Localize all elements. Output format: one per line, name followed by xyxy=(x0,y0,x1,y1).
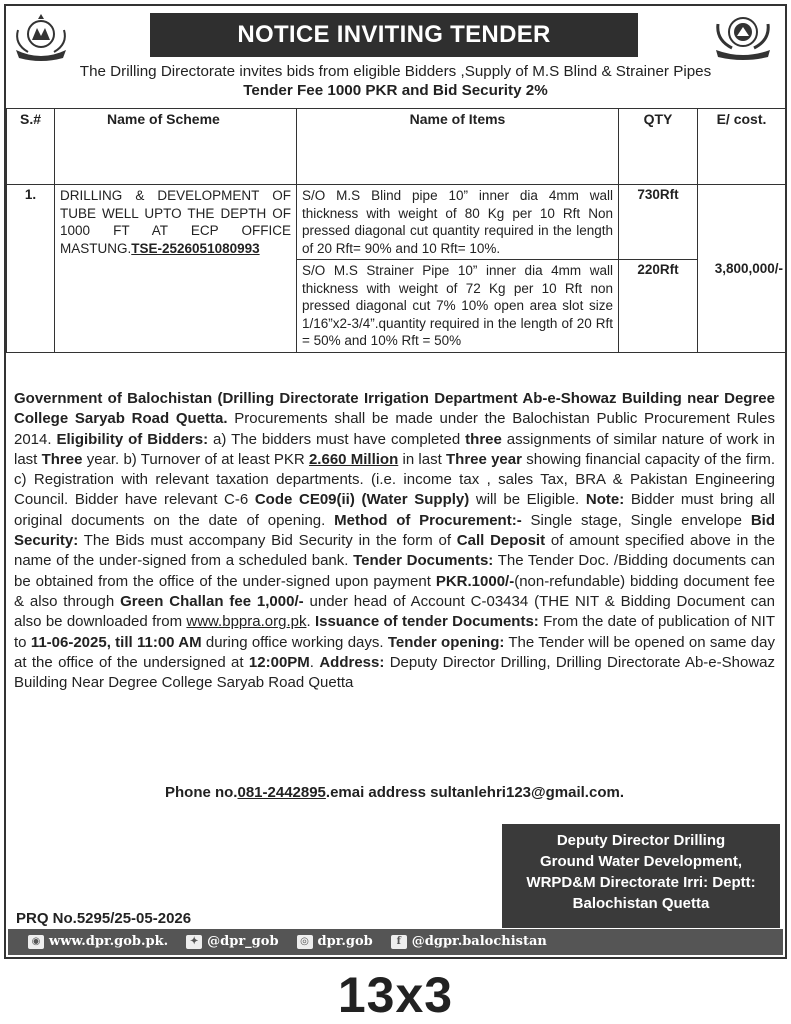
table-header-row xyxy=(7,109,786,185)
address-label: Address: xyxy=(319,653,385,671)
signature-line: Ground Water Development, xyxy=(540,853,742,870)
text-run: Single stage, Single envelope xyxy=(521,511,751,529)
phone-number: 081-2442895 xyxy=(237,784,326,801)
footer-facebook xyxy=(391,929,547,955)
globe-icon: ◉ xyxy=(28,935,44,949)
col-header-sno: S.# xyxy=(7,109,55,185)
footer-bar xyxy=(8,929,783,955)
code-label: Code CE09(ii) (Water Supply) xyxy=(254,491,470,509)
twitter-icon: ✦ xyxy=(186,935,202,949)
phone-prefix: Phone no. xyxy=(164,784,238,801)
signature-line: Deputy Director Drilling xyxy=(556,832,726,849)
procurement-rules: Procurements shall be made under the Balochistan Public Procurement Rules 2014. xyxy=(14,410,775,448)
text-run: Three year xyxy=(446,450,522,468)
text-run: 11-06-2025, till 11:00 AM xyxy=(30,633,202,651)
email-text: .emai address sultanlehri123@gmail.com. xyxy=(325,784,624,801)
contact-line xyxy=(14,784,775,801)
col-header-cost: E/ cost. xyxy=(698,109,786,185)
issuance-label: Issuance of tender Documents: xyxy=(314,613,539,631)
footer-twitter xyxy=(186,929,278,955)
tse-number: TSE-2526051080993 xyxy=(131,240,260,256)
ad-size-label: 13x3 xyxy=(337,967,454,1023)
estimated-cost: 3,800,000/- xyxy=(698,185,786,353)
note-label: Note: xyxy=(585,491,625,509)
prq-number: PRQ No.5295/25-05-2026 xyxy=(16,910,192,927)
tender-fee-line: Tender Fee 1000 PKR and Bid Security 2% xyxy=(243,82,548,99)
footer-twitter-text[interactable]: @dpr_gob xyxy=(207,934,279,949)
qty-strainer-pipe: 220Rft xyxy=(619,260,698,353)
bid-security-label: Bid Security: xyxy=(14,511,775,550)
text-run: . xyxy=(306,613,315,631)
text-run: The Tender Doc. /Bidding documents can be obtained from the office of the under-signed upon payment xyxy=(14,552,775,590)
bppra-link[interactable]: www.bppra.org.pk xyxy=(186,613,307,631)
tender-body-text xyxy=(14,389,775,693)
tender-items-table xyxy=(6,108,786,353)
text-run: assignments of similar nature of work in last xyxy=(14,430,775,468)
notice-title: NOTICE INVITING TENDER xyxy=(150,13,638,57)
qty-blind-pipe: 730Rft xyxy=(619,185,698,260)
text-run: under head of Account C-03434 (THE NIT & Bidding Document can also be downloaded from xyxy=(14,592,775,631)
turnover-amount: 2.660 Million xyxy=(308,450,399,468)
text-run: will be Eligible. xyxy=(469,491,586,509)
balochistan-emblem-icon xyxy=(10,10,72,62)
text-run: . xyxy=(309,653,320,671)
department-emblem-icon xyxy=(712,10,774,62)
facebook-icon: f xyxy=(391,935,407,949)
tender-opening-label: Tender opening: xyxy=(387,633,505,651)
govt-heading: Government of Balochistan (Drilling Directorate Irrigation Department Ab-e-Showaz Building near Degree College Saryab Road Quetta. xyxy=(14,390,775,428)
text-run: Green Challan fee 1,000/- xyxy=(120,592,304,610)
col-header-items: Name of Items xyxy=(297,109,619,185)
text-run: From the date of publication of NIT to xyxy=(14,613,775,651)
text-run: Bidder must bring all original documents on the date of opening. xyxy=(14,491,775,529)
text-run: of amount specified above in the name of the under-signed from a scheduled bank. xyxy=(14,532,775,570)
intro-text xyxy=(8,62,783,100)
text-run: during office working days. xyxy=(201,633,388,651)
text-run: (non-refundable) bidding document fee & also through xyxy=(14,572,776,610)
signature-block xyxy=(502,824,780,928)
item-blind-pipe: S/O M.S Blind pipe 10” inner dia 4mm wall thickness with weight of 80 Kg per 10 Rft Non pressed diagonal cut quantity required in the length of 20 Rft= 90% and 10 Rft= 10%. xyxy=(297,185,619,260)
text-run: a) The bidders must have completed xyxy=(208,430,466,448)
signature-line: Balochistan Quetta xyxy=(572,895,710,912)
text-run: The Tender will be opened on same day at the office of the undersigned at xyxy=(14,633,775,671)
col-header-scheme: Name of Scheme xyxy=(55,109,297,185)
text-run: three xyxy=(465,430,502,448)
item-strainer-pipe: S/O M.S Strainer Pipe 10” inner dia 4mm wall thickness with weight of 72 Kg per 10 Rft non pressed diagonal cut 7% 10% open area slot size 1/16”x2-3/4”.quantity required in the length of 20 Rft = 50% and 10% Rft = 50% xyxy=(297,260,619,353)
text-run: Three xyxy=(41,450,83,468)
text-run: PKR.1000/- xyxy=(435,572,515,590)
signature-line: WRPD&M Directorate Irri: Deptt: xyxy=(526,874,756,891)
footer-web xyxy=(28,929,168,955)
footer-instagram xyxy=(297,929,373,955)
scheme-text: DRILLING & DEVELOPMENT OF TUBE WELL UPTO THE DEPTH OF 1000 FT AT ECP OFFICE MASTUNG. xyxy=(60,188,291,256)
footer-facebook-text[interactable]: @dgpr.balochistan xyxy=(411,934,547,949)
tender-documents-label: Tender Documents: xyxy=(353,552,494,570)
instagram-icon: ◎ xyxy=(297,935,313,949)
text-run: The Bids must accompany Bid Security in the form of xyxy=(78,532,457,550)
footer-web-text[interactable]: www.dpr.gob.pk. xyxy=(49,934,169,949)
row-scheme xyxy=(55,185,297,353)
footer-instagram-text[interactable]: dpr.gob xyxy=(317,934,373,949)
row-sno: 1. xyxy=(7,185,55,353)
eligibility-label: Eligibility of Bidders: xyxy=(56,430,209,448)
method-label: Method of Procurement:- xyxy=(334,511,522,529)
text-run: showing financial capacity of the firm. c) Registration with relevant taxation departments. (i.e. income tax , sales Tax, BRA & Pakistan Engineering Council. Bidder have relevant C-6 xyxy=(14,450,776,509)
text-run: Call Deposit xyxy=(456,532,546,550)
col-header-qty: QTY xyxy=(619,109,698,185)
text-run: year. b) Turnover of at least PKR xyxy=(82,450,309,468)
text-run: Deputy Director Drilling, Drilling Directorate Ab-e-Showaz Building Near Degree College Saryab Road Quetta xyxy=(14,653,775,692)
text-run: 12:00PM xyxy=(248,653,310,671)
text-run: in last xyxy=(398,450,446,468)
table-row xyxy=(7,185,786,260)
intro-line: The Drilling Directorate invites bids from eligible Bidders ,Supply of M.S Blind & Strainer Pipes xyxy=(79,63,712,80)
